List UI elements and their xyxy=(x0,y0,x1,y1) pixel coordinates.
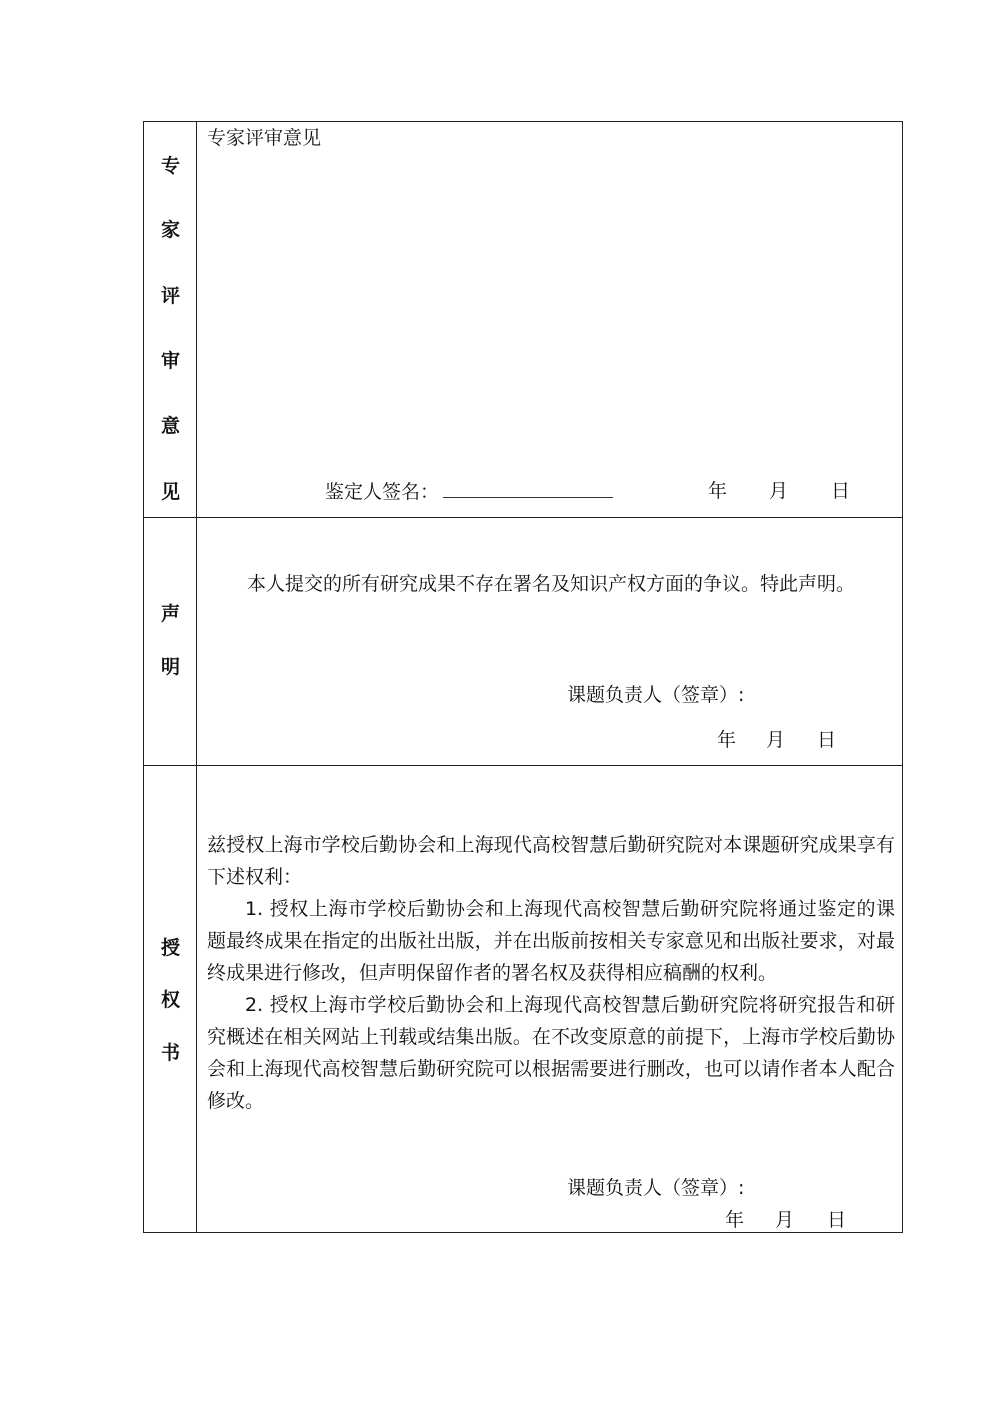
authorization-item-2: 2. 授权上海市学校后勤协会和上海现代高校智慧后勤研究院将研究报告和研究概述在相关网站上刊载或结集出版。在不改变原意的前提下，上海市学校后勤协会和上海现代高校智慧后勤研究院可以根据需要进行删改，也可以请作者本人配合修改。 xyxy=(207,994,895,1112)
date-year: 年 xyxy=(725,1209,745,1231)
appraiser-signature-label: 鉴定人签名： xyxy=(325,481,440,503)
expert-review-label-char: 见 xyxy=(160,481,180,503)
declaration-label-cell xyxy=(144,518,197,765)
appraiser-signature[interactable] xyxy=(325,479,613,504)
declaration-signer-label: 课题负责人（签章）: xyxy=(567,684,745,706)
expert-review-content-cell[interactable] xyxy=(197,122,902,517)
authorization-item-1: 1. 授权上海市学校后勤协会和上海现代高校智慧后勤研究院将通过鉴定的课题最终成果在指定的出版社出版，并在出版前按相关专家意见和出版社要求，对最终成果进行修改，但声明保留作者的署名权及获得相应稿酬的权利。 xyxy=(207,898,895,984)
date-day: 日 xyxy=(817,729,837,751)
date-year: 年 xyxy=(717,729,737,751)
authorization-content-cell xyxy=(197,766,902,1232)
authorization-label-char: 书 xyxy=(160,1042,180,1064)
expert-review-label-char: 意 xyxy=(160,415,180,437)
authorization-intro: 兹授权上海市学校后勤协会和上海现代高校智慧后勤研究院对本课题研究成果享有下述权利： xyxy=(207,834,895,888)
date-month: 月 xyxy=(766,729,786,751)
date-month: 月 xyxy=(769,480,789,502)
date-day: 日 xyxy=(827,1209,847,1231)
expert-review-label-char: 家 xyxy=(160,219,180,241)
expert-review-label-cell xyxy=(144,122,197,517)
expert-review-label-char: 专 xyxy=(160,155,180,177)
declaration-label-char: 声 xyxy=(160,603,180,625)
form-table xyxy=(143,121,903,1233)
date-year: 年 xyxy=(708,480,728,502)
date-day: 日 xyxy=(831,480,851,502)
authorization-label-cell xyxy=(144,766,197,1232)
expert-review-label-char: 评 xyxy=(160,285,180,307)
authorization-label-char: 权 xyxy=(160,989,180,1011)
declaration-content-cell xyxy=(197,518,902,765)
expert-review-row xyxy=(144,122,902,518)
declaration-statement: 本人提交的所有研究成果不存在署名及知识产权方面的争议。特此声明。 xyxy=(247,573,856,595)
expert-review-label-char: 审 xyxy=(160,350,180,372)
signature-line[interactable] xyxy=(443,479,613,498)
declaration-row xyxy=(144,518,902,766)
authorization-row xyxy=(144,766,902,1232)
expert-review-heading: 专家评审意见 xyxy=(207,127,322,149)
declaration-label-char: 明 xyxy=(160,656,180,678)
authorization-label-char: 授 xyxy=(160,937,180,959)
authorization-signer-label: 课题负责人（签章）: xyxy=(567,1177,745,1199)
date-month: 月 xyxy=(775,1209,795,1231)
